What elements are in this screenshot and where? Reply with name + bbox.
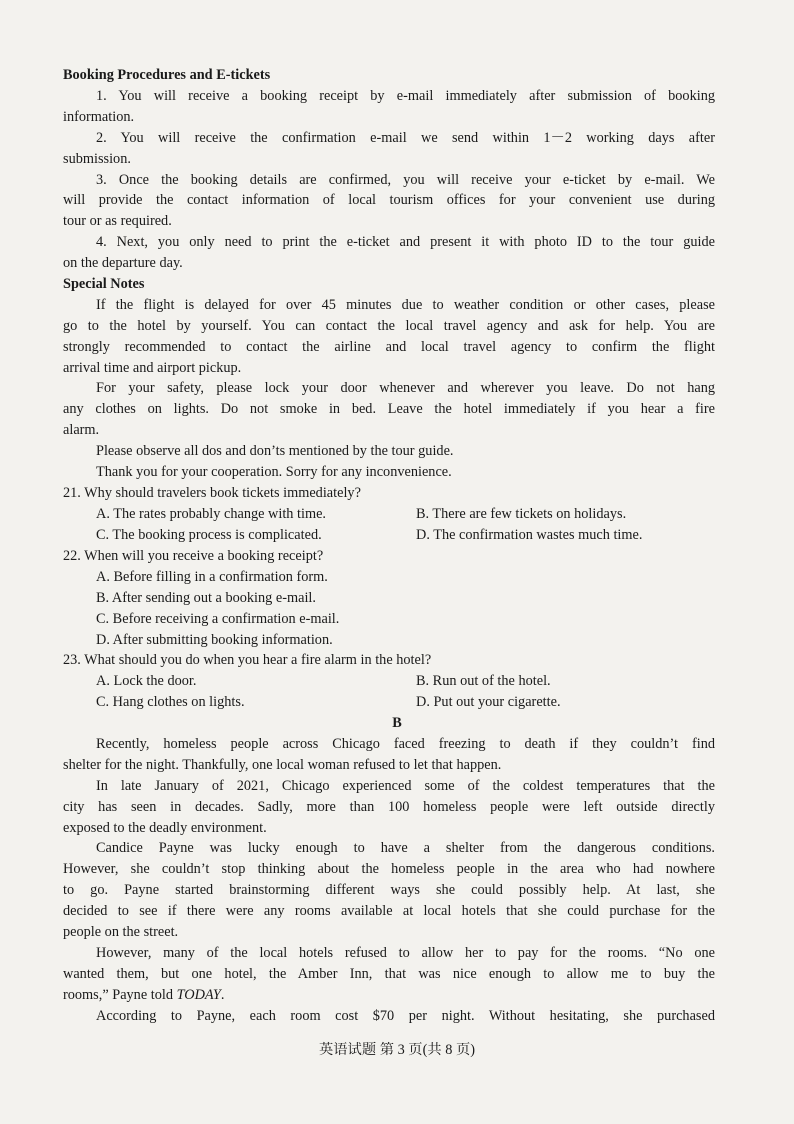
question-21-option-b: B. There are few tickets on holidays. — [416, 506, 627, 522]
section-b-label: B — [392, 715, 402, 731]
paragraph-line: information. — [63, 109, 135, 125]
question-22-option-b: B. After sending out a booking e-mail. — [96, 590, 316, 606]
paragraph-line: If the flight is delayed for over 45 minutes due to weather condition or other cases, please — [96, 297, 715, 313]
paragraph-line: Candice Payne was lucky enough to have a shelter from the dangerous conditions. — [96, 840, 715, 856]
question-23-option-c: C. Hang clothes on lights. — [96, 694, 245, 710]
question-23-option-d: D. Put out your cigarette. — [416, 694, 561, 710]
text-run: rooms,” Payne told — [63, 987, 177, 1003]
question-21-stem: 21. Why should travelers book tickets immediately? — [63, 485, 361, 501]
paragraph-line: go to the hotel by yourself. You can contact the local travel agency and ask for help. You are — [63, 318, 715, 334]
question-23-option-b: B. Run out of the hotel. — [416, 673, 551, 689]
paragraph-line: However, she couldn’t stop thinking about the homeless people in the area who had nowhere — [63, 861, 715, 877]
question-21-option-c: C. The booking process is complicated. — [96, 527, 322, 543]
paragraph-line: strongly recommended to contact the airline and local travel agency to confirm the flight — [63, 339, 715, 355]
paragraph-line: shelter for the night. Thankfully, one local woman refused to let that happen. — [63, 757, 502, 773]
paragraph-line: 3. Once the booking details are confirmed, you will receive your e-ticket by e-mail. We — [96, 172, 715, 188]
paragraph-line: people on the street. — [63, 924, 179, 940]
paragraph-line: to go. Payne started brainstorming different ways she could possibly help. At last, she — [63, 882, 715, 898]
paragraph-line: In late January of 2021, Chicago experienced some of the coldest temperatures that the — [96, 778, 715, 794]
paragraph-line: decided to see if there were any rooms available at local hotels that she could purchase for the — [63, 903, 715, 919]
question-23-option-a: A. Lock the door. — [96, 673, 197, 689]
paragraph-line: 4. Next, you only need to print the e-ticket and present it with photo ID to the tour guide — [96, 234, 715, 250]
paragraph-line: According to Payne, each room cost $70 per night. Without hesitating, she purchased — [96, 1008, 715, 1024]
question-22-option-d: D. After submitting booking information. — [96, 632, 333, 648]
paragraph-line: Recently, homeless people across Chicago faced freezing to death if they couldn’t find — [96, 736, 715, 752]
paragraph-line: any clothes on lights. Do not smoke in bed. Leave the hotel immediately if you hear a fire — [63, 401, 715, 417]
paragraph-line: arrival time and airport pickup. — [63, 360, 242, 376]
heading-booking-procedures: Booking Procedures and E-tickets — [63, 67, 271, 83]
paragraph-line: wanted them, but one hotel, the Amber Inn, that was nice enough to allow me to buy the — [63, 966, 715, 982]
paragraph-line: tour or as required. — [63, 213, 172, 229]
paragraph-line: However, many of the local hotels refused to allow her to pay for the rooms. “No one — [96, 945, 715, 961]
question-21-option-a: A. The rates probably change with time. — [96, 506, 327, 522]
paragraph-line: 2. You will receive the confirmation e-mail we send within 1－2 working days after — [96, 130, 715, 146]
heading-special-notes: Special Notes — [63, 276, 145, 292]
paragraph-line: 1. You will receive a booking receipt by e-mail immediately after submission of booking — [96, 88, 715, 104]
question-22-option-a: A. Before filling in a confirmation form. — [96, 569, 328, 585]
paragraph-line: submission. — [63, 151, 131, 167]
question-21-option-d: D. The confirmation wastes much time. — [416, 527, 643, 543]
italic-publication-name: TODAY — [176, 987, 221, 1003]
paragraph-line: Thank you for your cooperation. Sorry for any inconvenience. — [96, 464, 452, 480]
paragraph-line: will provide the contact information of local tourism offices for your convenient use during — [63, 192, 715, 208]
question-22-stem: 22. When will you receive a booking receipt? — [63, 548, 324, 564]
paragraph-line: alarm. — [63, 422, 100, 438]
paragraph-line: city has seen in decades. Sadly, more than 100 homeless people were left outside directly — [63, 799, 715, 815]
paragraph-line — [63, 985, 715, 1006]
paragraph-line: For your safety, please lock your door whenever and wherever you leave. Do not hang — [96, 380, 715, 396]
paragraph-line: Please observe all dos and don’ts mentioned by the tour guide. — [96, 443, 454, 459]
paragraph-line: exposed to the deadly environment. — [63, 820, 267, 836]
question-23-stem: 23. What should you do when you hear a fire alarm in the hotel? — [63, 652, 432, 668]
page-footer: 英语试题 第 3 页(共 8 页) — [318, 1042, 476, 1058]
paragraph-line: on the departure day. — [63, 255, 183, 271]
question-22-option-c: C. Before receiving a confirmation e-mail. — [96, 611, 340, 627]
text-run: . — [220, 987, 225, 1003]
